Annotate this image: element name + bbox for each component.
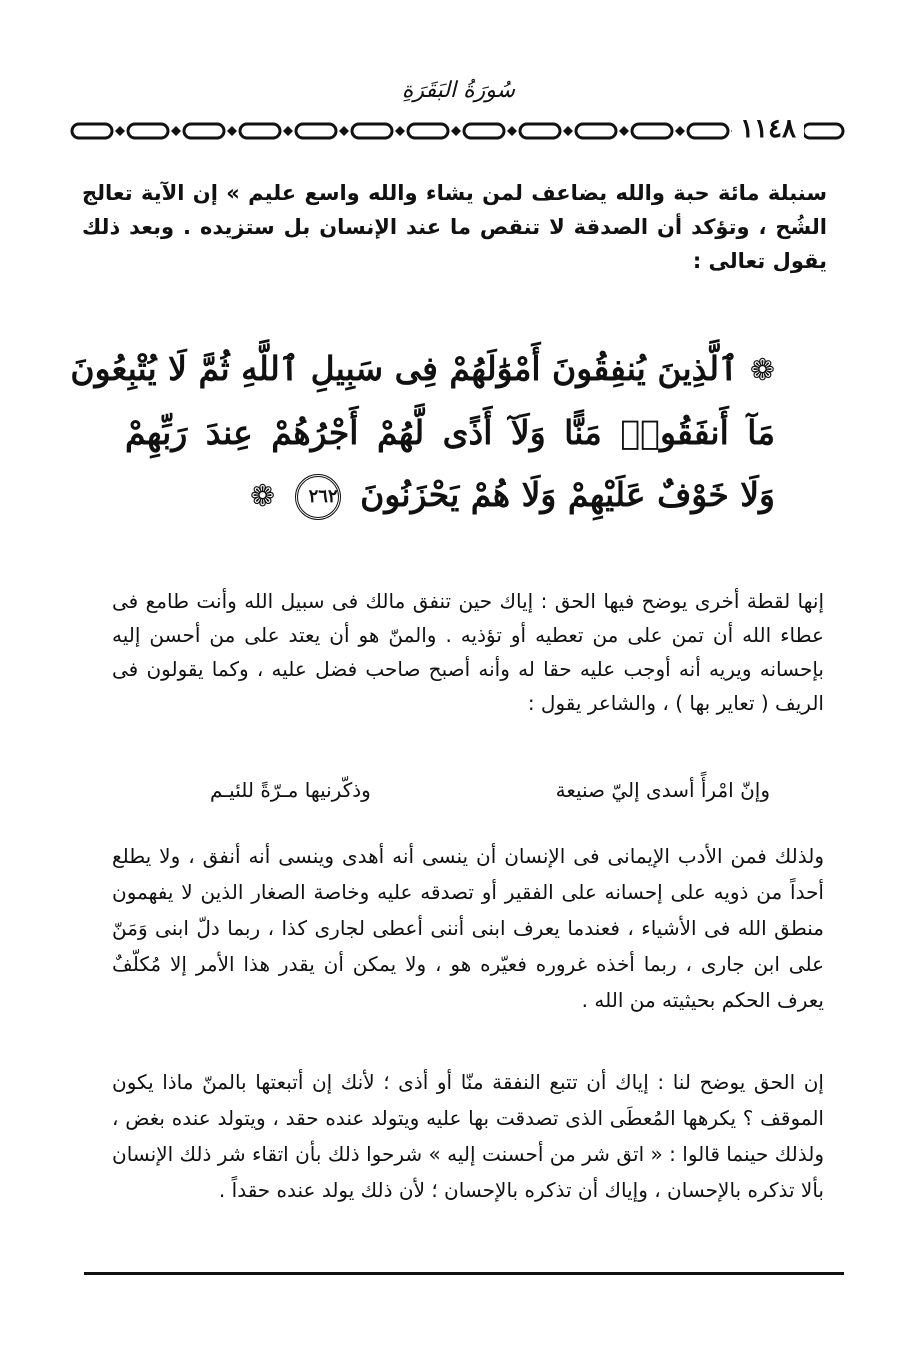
poem-verse — [210, 778, 770, 802]
ayah-number-badge: ٢٦٢ — [295, 474, 341, 520]
verse-line-2-text: مَآ أَنفَقُوا۟ مَنًّا وَلَآ أَذًى لَّهُمْ أَجْرُهُمْ عِندَ رَبِّهِمْ — [125, 413, 775, 452]
page-number: ١١٤٨ — [732, 114, 804, 144]
verse-close-ornament-icon: ❁ — [249, 479, 276, 514]
decorative-border — [70, 120, 845, 142]
verse-open-ornament-icon: ❁ — [749, 353, 775, 388]
intro-paragraph: سنبلة مائة حبة والله يضاعف لمن يشاء والله واسع عليم » إن الآية تعالج الشُح ، وتؤكد أن الصدقة لا تنقص ما عند الإنسان بل ستزيده . وبعد ذلك يقول تعالى : — [82, 181, 827, 273]
verse-line-3 — [125, 464, 775, 528]
bottom-rule — [84, 1272, 844, 1275]
poem-hemistich-2: وذكّرنيها مـرّةً للئيـم — [210, 778, 371, 802]
paragraph-4: إن الحق يوضح لنا : إياك أن تتبع النفقة منّا أو أذى ؛ لأنك إن أتبعتها بالمنّ ماذا يكون الموقف ؟ يكرهها المُعطَى الذى تصدقت بها عليه ويتولد عنده حقد ، ويتولد عنده بغض ، ولذلك حينما قالوا : « اتق شر من أحسنت إليه » شرحوا ذلك بأن اتقاء شر ذلك الإنسان بألا تذكره بالإحسان ، وإياك أن تذكره بالإحسان ؛ لأن ذلك يولد عنده حقداً . — [112, 1070, 824, 1202]
verse-line-1 — [70, 338, 775, 402]
paragraph-2: إنها لقطة أخرى يوضح فيها الحق : إياك حين تنفق مالك فى سبيل الله وأنت طامع فى عطاء الله أن تمن على من تعطيه أو تؤذيه . والمنّ هو أن يعتد على من أحسن إليه بإحسانه ويريه أنه أوجب عليه حقا له وأنه أصبح صاحب فضل عليه ، وكما يقولون فى الريف ( تعاير بها ) ، والشاعر يقول : — [112, 589, 824, 715]
verse-line-1-text: ٱلَّذِينَ يُنفِقُونَ أَمْوَٰلَهُمْ فِى سَبِيلِ ٱللَّهِ ثُمَّ لَا يُتْبِعُونَ — [70, 349, 739, 388]
surah-title: سُورَةُ البَقَرَةِ — [401, 78, 516, 103]
poem-hemistich-1: وإنّ امْرأً أسدى إليّ صنيعة — [555, 778, 770, 802]
verse-line-2 — [125, 402, 775, 464]
paragraph-3: ولذلك فمن الأدب الإيمانى فى الإنسان أن ينسى أنه أهدى وينسى أنه أنفق ، ولا يطلع أحداً من ذويه على إحسانه على الفقير أو تصدقه عليه وخاصة الصغار الذين لا يفهمون منطق الله فى الأشياء ، فعندما يعرف ابنى أننى أعطى لجارى كذا ، ربما دلّ ابنى وَمَنّ على ابن جارى ، ربما أخذه غروره فعيّره هو ، ولا يمكن أن يقدر هذا الأمر إلا مُكلّفٌ يعرف الحكم بحيثيته من الله . — [112, 844, 824, 1012]
quran-verse — [70, 338, 775, 528]
verse-line-3-text: وَلَا خَوْفٌ عَلَيْهِمْ وَلَا هُمْ يَحْزَنُونَ — [360, 475, 775, 514]
